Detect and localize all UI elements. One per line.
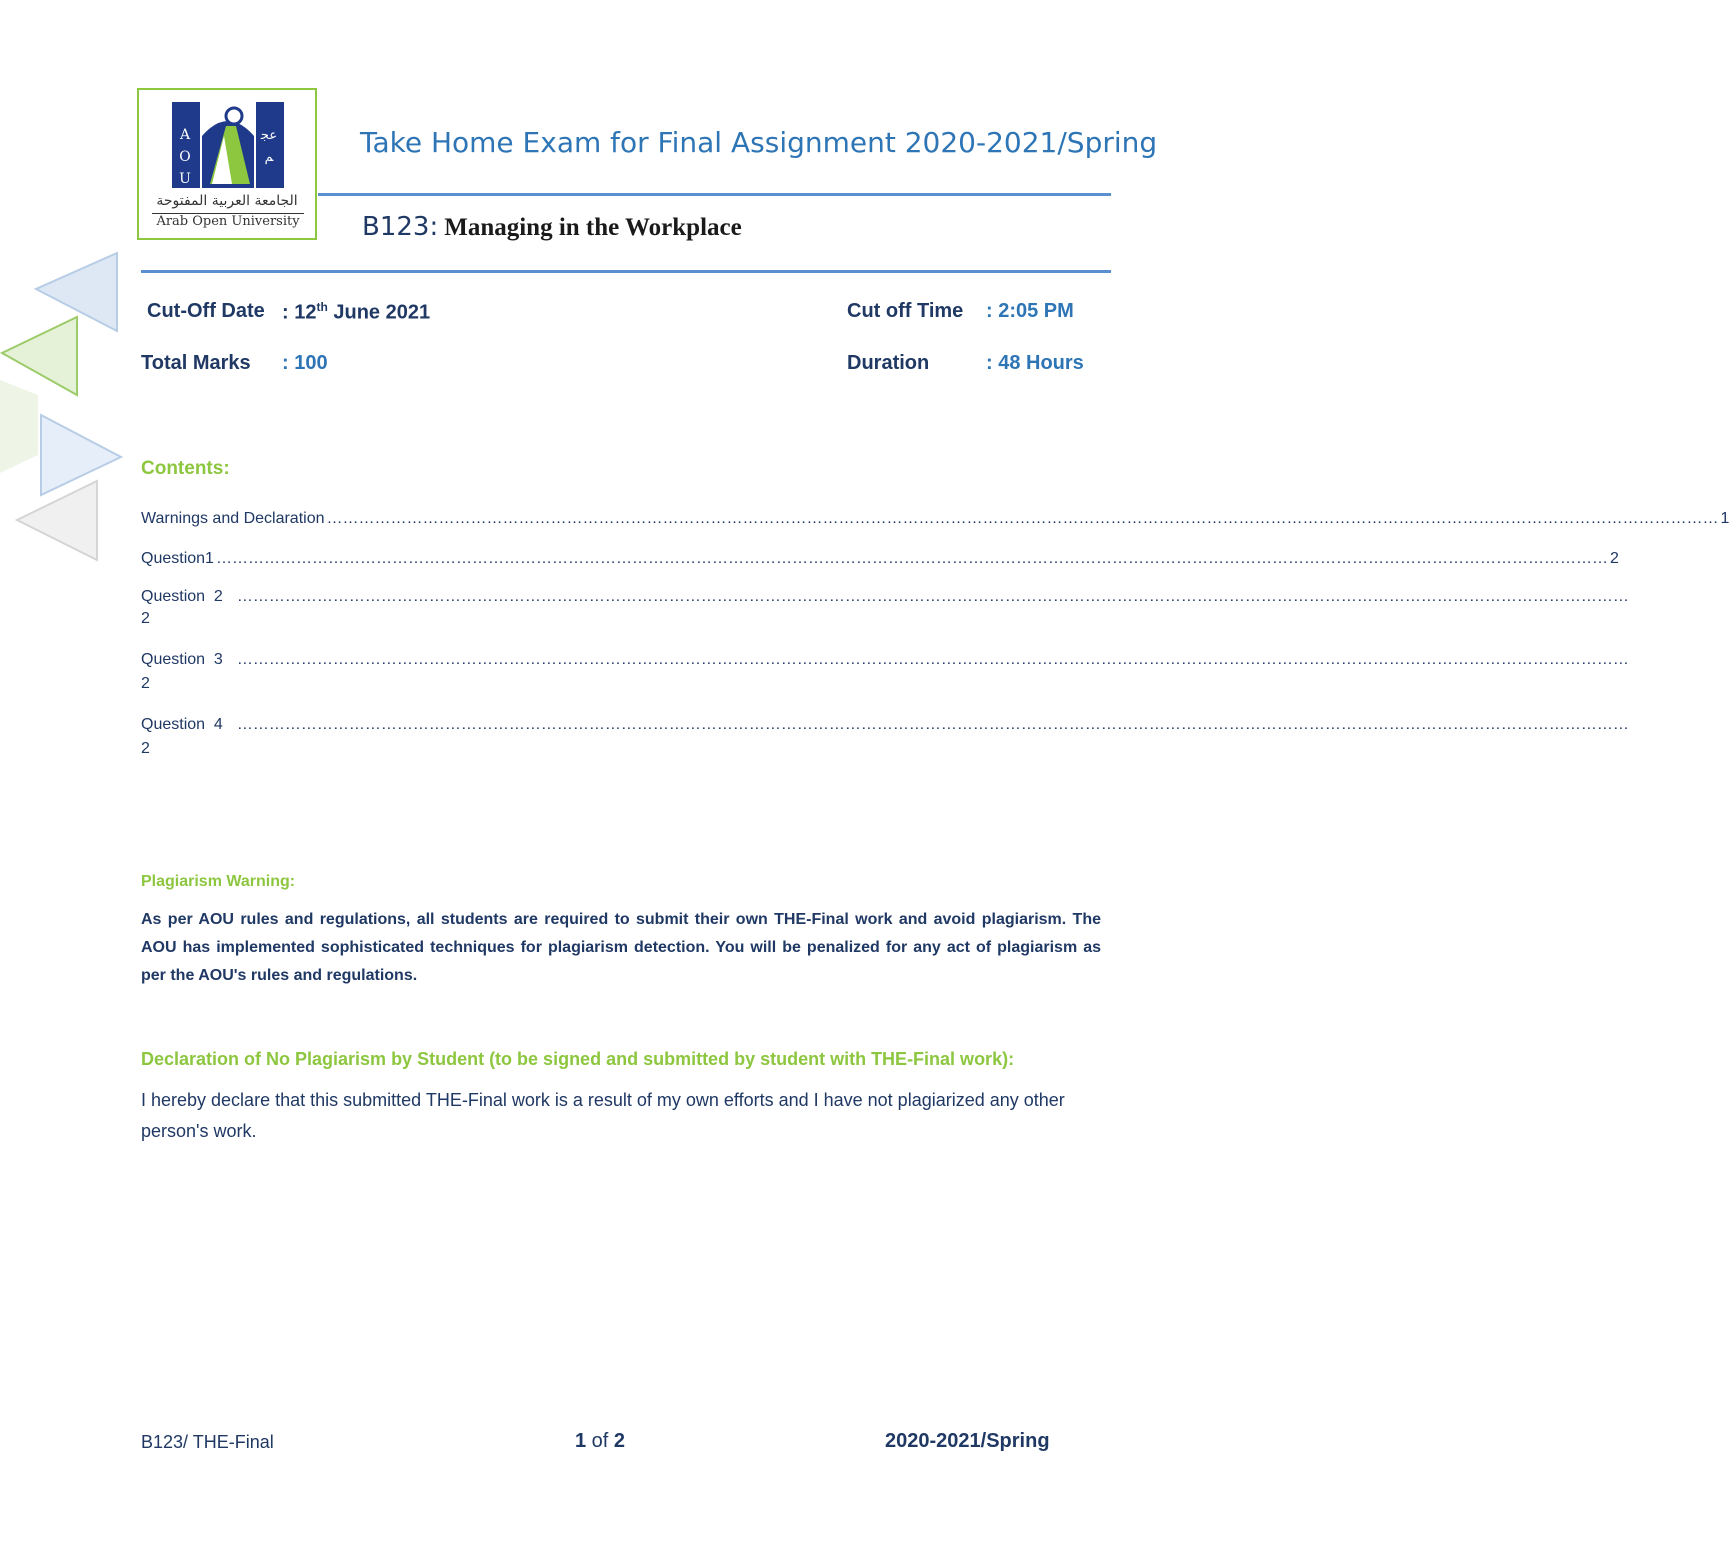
toc-leader-dots: ……………………………………………………………………………………………………………………………………………………………………………………………………………………………………… — [236, 588, 1629, 605]
cutoff-date-label: Cut-Off Date — [147, 300, 265, 322]
toc-leader-dots: ……………………………………………………………………………………………………………………………………………………………………………………………………………………………………… — [236, 716, 1629, 733]
current-page: 1 — [575, 1430, 587, 1452]
university-logo — [137, 88, 317, 240]
course-code: B123: — [362, 212, 439, 242]
cutoff-date-suffix: th — [316, 300, 328, 314]
logo-letters-right: عجم — [260, 127, 278, 164]
toc-entry-label: Question 4 — [141, 716, 223, 733]
total-marks-label: Total Marks — [141, 352, 251, 374]
duration-value: : 48 Hours — [986, 352, 1084, 374]
toc-entry-page: 2 — [141, 610, 150, 627]
toc-entry-label: Question1 — [141, 550, 214, 567]
toc-leader-dots: ……………………………………………………………………………………………………………………………………………………………………………………………………………………………………… — [215, 550, 1608, 567]
triangle-shape — [0, 380, 38, 473]
header-divider-bottom — [141, 270, 1111, 273]
toc-entry[interactable] — [141, 716, 1629, 758]
contents-heading: Contents: — [141, 458, 230, 479]
cutoff-date-month: June 2021 — [327, 301, 431, 324]
declaration-body: I hereby declare that this submitted THE-Final work is a result of my own efforts and I have not plagiarized any other person's work. — [141, 1090, 1065, 1141]
toc-entry[interactable] — [141, 510, 1729, 528]
total-pages: 2 — [613, 1430, 626, 1452]
toc-leader-dots: ……………………………………………………………………………………………………………………………………………………………………………………………………………………………………… — [326, 510, 1719, 527]
course-name: Managing in the Workplace — [444, 214, 742, 241]
triangle-shape — [2, 317, 77, 395]
toc-entry-page: 2 — [141, 740, 150, 757]
triangle-shape — [41, 415, 121, 495]
toc-leader-dots: ……………………………………………………………………………………………………………………………………………………………………………………………………………………………………… — [236, 651, 1629, 668]
plagiarism-heading: Plagiarism Warning: — [141, 873, 296, 890]
course-heading — [362, 212, 742, 242]
page-of-text: of — [586, 1430, 614, 1452]
cutoff-time-label: Cut off Time — [847, 300, 964, 322]
toc-entry[interactable] — [141, 588, 1629, 628]
decorative-triangles — [0, 245, 130, 565]
cutoff-date-value — [282, 300, 430, 325]
cutoff-time-value: : 2:05 PM — [986, 300, 1074, 322]
toc-entry-page: 2 — [141, 675, 150, 692]
toc-entry-page: 2 — [1609, 550, 1619, 567]
toc-entry-page: 1 — [1720, 510, 1729, 527]
duration-label: Duration — [847, 352, 930, 374]
footer-page-number — [575, 1430, 625, 1453]
toc-entry[interactable] — [141, 651, 1629, 693]
toc-entry-label: Question 3 — [141, 651, 223, 668]
plagiarism-body: As per AOU rules and regulations, all students are required to submit their own THE-Final work and avoid plagiarism. The AOU has implemented sophisticated techniques for plagiarism detection. You will be penalized for any act of plagiarism as per the AOU's rules and regulations. — [141, 911, 1101, 984]
toc-entry[interactable] — [141, 550, 1619, 568]
logo-arabic-name: الجامعة العربية المفتوحة — [156, 193, 298, 209]
cutoff-date-day: : 12 — [282, 301, 317, 324]
toc-entry-label: Warnings and Declaration — [141, 510, 325, 527]
footer-course: B123/ THE-Final — [141, 1432, 274, 1452]
logo-letters-left: AOU — [179, 127, 191, 187]
total-marks-value: : 100 — [282, 352, 328, 374]
logo-english-name: Arab Open University — [152, 213, 304, 230]
triangle-shape — [17, 481, 97, 560]
footer-term: 2020-2021/Spring — [885, 1430, 1050, 1452]
exam-title: Take Home Exam for Final Assignment 2020-2021/Spring — [360, 126, 1158, 159]
declaration-heading: Declaration of No Plagiarism by Student (to be signed and submitted by student with THE-Final work): — [141, 1049, 1015, 1069]
header-divider-top — [318, 193, 1111, 196]
toc-entry-label: Question 2 — [141, 588, 223, 605]
